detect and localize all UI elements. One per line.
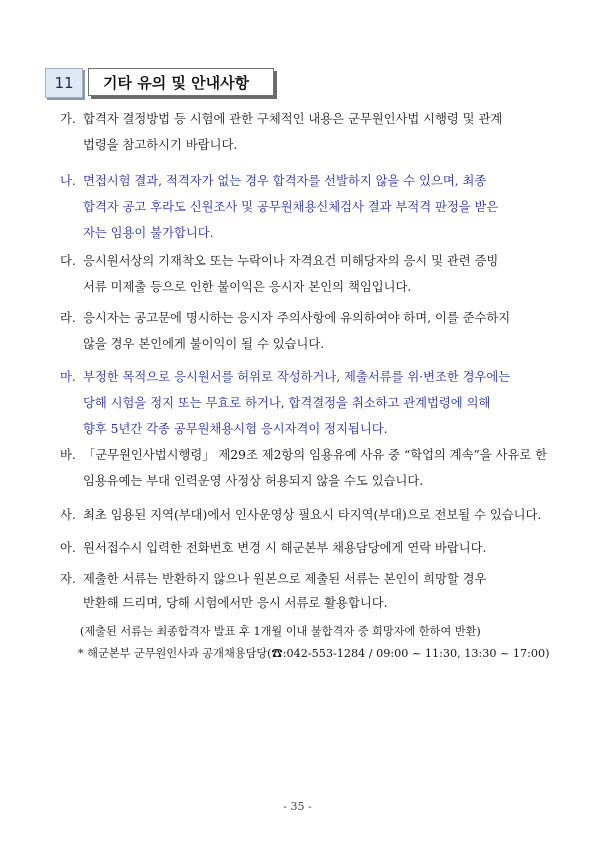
item-line: 합격자 공고 후라도 신원조사 및 공무원채용신체검사 결과 부적격 판정을 받은 <box>83 200 499 214</box>
item-line: 제출한 서류는 반환하지 않으나 원본으로 제출된 서류는 본인이 희망할 경우 <box>83 572 487 586</box>
item-marker: 다. <box>60 254 76 268</box>
item-marker: 가. <box>60 112 76 126</box>
section-number: 11 <box>45 68 83 98</box>
item-line: 임용유예는 부대 인력운영 사정상 허용되지 않을 수도 있습니다. <box>83 474 424 488</box>
item-line: 응시원서상의 기재착오 또는 누락이나 자격요건 미해당자의 응시 및 관련 증빙 <box>83 254 499 268</box>
item-line: 법령을 참고하시기 바랍니다. <box>83 138 238 152</box>
item-line: 향후 5년간 각종 공무원채용시험 응시자격이 정지됩니다. <box>83 422 388 436</box>
item-marker: 아. <box>60 541 76 555</box>
item-line: 최초 임용된 지역(부대)에서 인사운영상 필요시 타지역(부대)으로 전보될 수 있습니다. <box>83 508 542 522</box>
item-line: 원서접수시 입력한 전화번호 변경 시 해군본부 채용담당에게 연락 바랍니다. <box>83 541 487 555</box>
item-line: 합격자 결정방법 등 시험에 관한 구체적인 내용은 군무원인사법 시행령 및 관계 <box>83 112 503 126</box>
item-marker: 바. <box>60 448 76 462</box>
item-line: 당해 시험을 정지 또는 무효로 하거나, 합격결정을 취소하고 관계법령에 의해 <box>83 396 491 410</box>
item-line: 응시자는 공고문에 명시하는 응시자 주의사항에 유의하여야 하며, 이를 준수하지 <box>83 311 511 325</box>
item-marker: 자. <box>60 572 76 586</box>
return-note: (제출된 서류는 최종합격자 발표 후 1개월 이내 불합격자 중 희망자에 한하여 반환) <box>80 625 481 638</box>
item-line: 「군무원인사법시행령」 제29조 제2항의 임용유예 사유 중 “학업의 계속”을 사유로 한 <box>83 448 548 462</box>
item-line: 자는 임용이 불가합니다. <box>83 226 214 240</box>
item-line: 반환해 드리며, 당해 시험에서만 응시 서류로 활용합니다. <box>83 596 388 610</box>
item-marker: 마. <box>60 370 76 384</box>
item-line: 부정한 목적으로 응시원서를 허위로 작성하거나, 제출서류를 위·변조한 경우에는 <box>83 370 511 384</box>
item-line: 면접시험 결과, 적격자가 없는 경우 합격자를 선발하지 않을 수 있으며, 최종 <box>83 174 487 188</box>
item-marker: 나. <box>60 174 76 188</box>
item-line: 서류 미제출 등으로 인한 불이익은 응시자 본인의 책임입니다. <box>83 280 412 294</box>
item-marker: 사. <box>60 508 76 522</box>
section-title: 기타 유의 및 안내사항 <box>88 68 274 96</box>
section-header <box>45 66 277 98</box>
page-number: - 35 - <box>283 800 312 813</box>
item-marker: 라. <box>60 311 76 325</box>
item-line: 않을 경우 본인에게 불이익이 될 수 있습니다. <box>83 337 325 351</box>
contact-info: * 해군본부 군무원인사과 공개채용담당(☎:042-553-1284 / 09:00 ~ 11:30, 13:30 ~ 17:00) <box>78 647 550 660</box>
